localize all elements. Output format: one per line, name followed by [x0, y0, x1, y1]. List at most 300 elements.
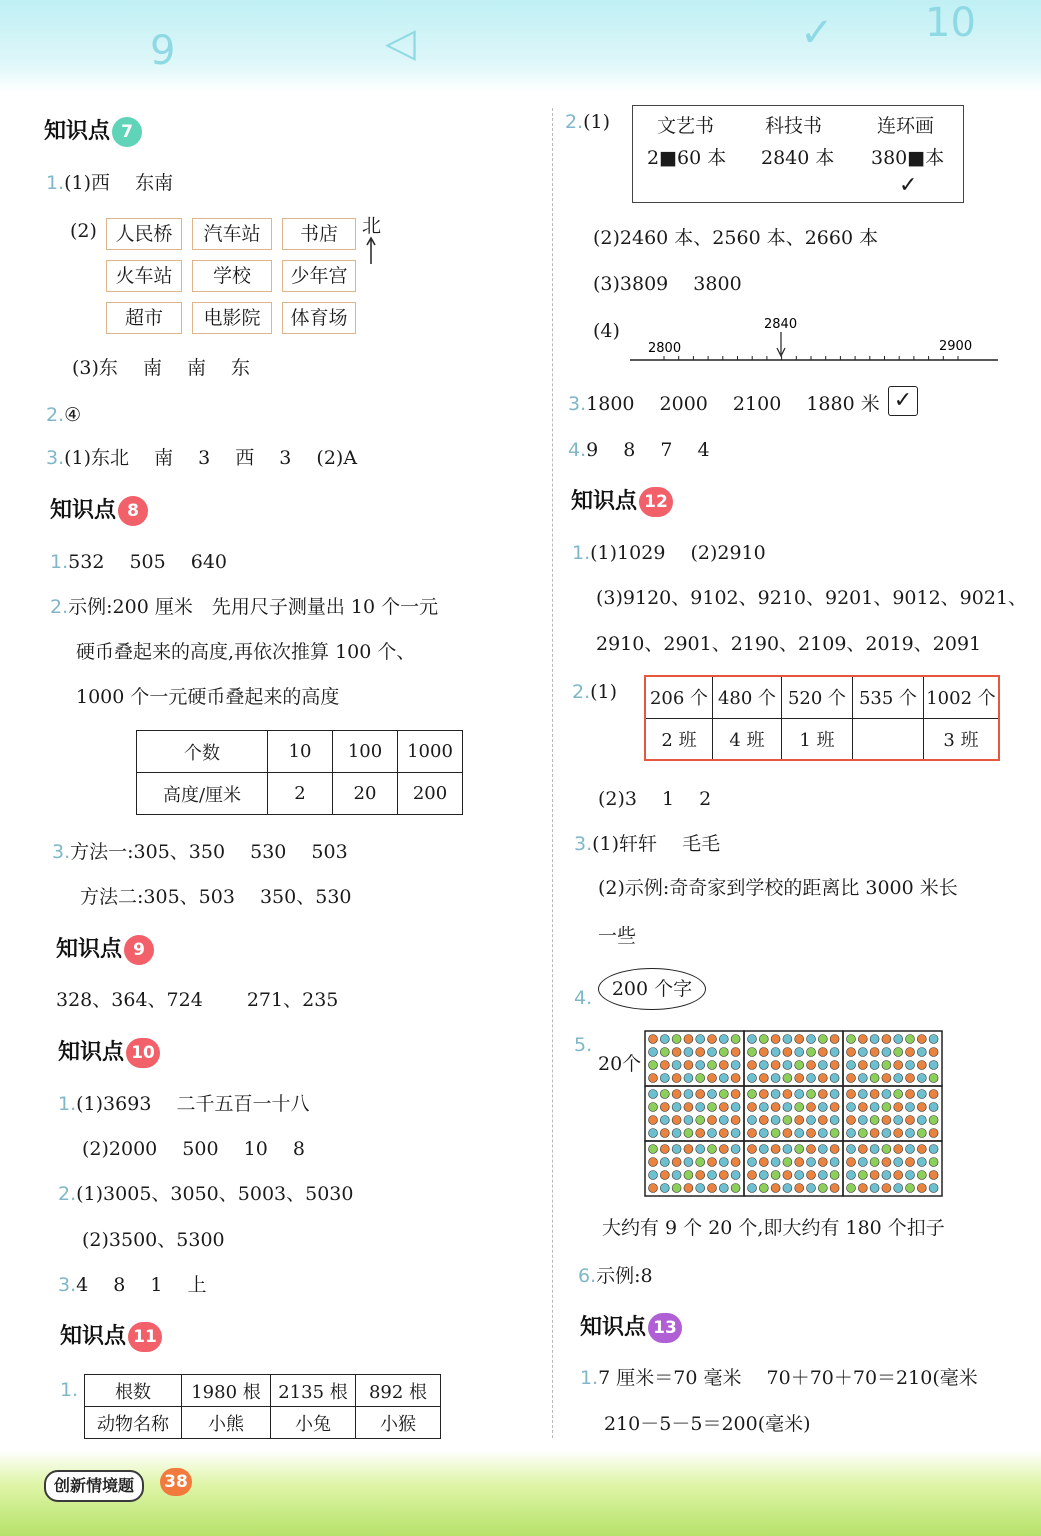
- section-heading-12: 知识点 12: [571, 487, 673, 517]
- header-decoration: [0, 0, 1041, 92]
- button-icon: [719, 1061, 728, 1070]
- button-icon: [870, 1090, 879, 1099]
- button-icon: [649, 1103, 658, 1112]
- table-cell: 小熊: [182, 1407, 271, 1439]
- button-icon: [795, 1061, 804, 1070]
- section-number-badge: 7: [112, 117, 142, 147]
- coin-height-table: [136, 730, 463, 815]
- button-icon: [882, 1074, 891, 1083]
- button-icon: [660, 1035, 669, 1044]
- map-cell: 学校: [192, 260, 272, 292]
- button-icon: [684, 1074, 693, 1083]
- button-icon: [917, 1061, 926, 1070]
- button-icon: [917, 1184, 926, 1193]
- button-icon: [818, 1145, 827, 1154]
- grid-cell: [843, 1141, 942, 1196]
- table-cell: 高度/厘米: [137, 773, 268, 815]
- button-icon: [748, 1074, 757, 1083]
- button-icon: [906, 1074, 915, 1083]
- section-heading-11: 知识点 11: [60, 1322, 162, 1352]
- section-number-badge: 13: [648, 1313, 682, 1343]
- button-icon: [917, 1129, 926, 1138]
- button-icon: [783, 1145, 792, 1154]
- button-icon: [748, 1116, 757, 1125]
- button-icon: [807, 1184, 816, 1193]
- button-icon: [649, 1090, 658, 1099]
- footer-decoration: [0, 1450, 1041, 1536]
- button-icon: [882, 1116, 891, 1125]
- button-icon: [759, 1158, 768, 1167]
- button-icon: [649, 1061, 658, 1070]
- button-icon: [807, 1090, 816, 1099]
- button-icon: [929, 1129, 938, 1138]
- button-icon: [818, 1048, 827, 1057]
- north-label: 北: [362, 215, 382, 237]
- table-cell: 个数: [137, 731, 268, 773]
- k8-q3-line1: 3.方法一:305、350 530 503: [52, 841, 348, 863]
- button-icon: [660, 1184, 669, 1193]
- button-icon: [847, 1090, 856, 1099]
- k10-q1-line1: 1.(1)3693 二千五百一十八: [58, 1093, 310, 1115]
- button-icon: [759, 1184, 768, 1193]
- button-icon: [807, 1103, 816, 1112]
- k13-q1-line2: 210－5－5＝200(毫米): [604, 1413, 811, 1435]
- button-icon: [906, 1145, 915, 1154]
- k12-q3-line3: 一些: [598, 925, 637, 947]
- k7-q3: 3.(1)东北 南 3 西 3 (2)A: [46, 447, 358, 469]
- button-icon: [818, 1035, 827, 1044]
- button-icon: [771, 1103, 780, 1112]
- table-cell: 连环画: [877, 115, 935, 137]
- r-q2-part3: (3)3809 3800: [593, 273, 742, 295]
- button-icon: [759, 1035, 768, 1044]
- button-icon: [731, 1061, 740, 1070]
- button-icon: [783, 1103, 792, 1112]
- button-icon: [830, 1048, 839, 1057]
- button-icon: [906, 1048, 915, 1057]
- button-icon: [870, 1171, 879, 1180]
- grid-cell: [843, 1031, 942, 1086]
- button-icon: [795, 1103, 804, 1112]
- button-icon: [759, 1145, 768, 1154]
- button-icon: [759, 1116, 768, 1125]
- table-cell: 小猴: [356, 1407, 441, 1439]
- button-icon: [708, 1103, 717, 1112]
- button-icon: [858, 1103, 867, 1112]
- button-icon: [684, 1129, 693, 1138]
- button-icon: [731, 1074, 740, 1083]
- button-icon: [771, 1090, 780, 1099]
- button-icon: [870, 1129, 879, 1138]
- table-cell: 1000: [398, 731, 463, 773]
- button-icon: [684, 1061, 693, 1070]
- button-icon: [894, 1048, 903, 1057]
- button-icon: [847, 1035, 856, 1044]
- button-icon: [748, 1103, 757, 1112]
- button-icon: [847, 1074, 856, 1083]
- button-icon: [858, 1061, 867, 1070]
- k8-q2-line3: 1000 个一元硬币叠起来的高度: [76, 686, 340, 708]
- button-icon: [807, 1035, 816, 1044]
- button-icon: [771, 1184, 780, 1193]
- button-icon: [684, 1103, 693, 1112]
- button-icon: [731, 1129, 740, 1138]
- table-cell: 535 个: [853, 676, 924, 718]
- class-table: [644, 675, 1000, 761]
- checkbox-checked-icon: ✓: [888, 386, 918, 416]
- button-icon: [858, 1145, 867, 1154]
- button-icon: [672, 1129, 681, 1138]
- map-cell: 体育场: [282, 302, 356, 334]
- button-icon: [649, 1035, 658, 1044]
- k12-q3-line2: (2)示例:奇奇家到学校的距离比 3000 米长: [598, 877, 958, 899]
- button-icon: [771, 1145, 780, 1154]
- table-cell: 文艺书: [657, 115, 715, 137]
- button-icon: [672, 1184, 681, 1193]
- number-line: [626, 312, 1002, 368]
- button-icon: [795, 1074, 804, 1083]
- button-icon: [870, 1103, 879, 1112]
- button-icon: [708, 1129, 717, 1138]
- table-cell: 4 班: [713, 718, 782, 760]
- button-icon: [830, 1035, 839, 1044]
- button-icon: [649, 1129, 658, 1138]
- table-cell: 2 班: [645, 718, 713, 760]
- button-icon: [719, 1145, 728, 1154]
- k12-q6: 6.示例:8: [578, 1265, 653, 1287]
- button-icon: [830, 1074, 839, 1083]
- button-icon: [917, 1035, 926, 1044]
- button-icon: [719, 1184, 728, 1193]
- button-icon: [847, 1158, 856, 1167]
- button-icon: [858, 1129, 867, 1138]
- button-icon: [917, 1103, 926, 1112]
- button-icon: [830, 1103, 839, 1112]
- button-icon: [870, 1035, 879, 1044]
- button-icon: [807, 1171, 816, 1180]
- button-icon: [906, 1171, 915, 1180]
- k8-q2-line2: 硬币叠起来的高度,再依次推算 100 个、: [76, 641, 416, 663]
- button-icon: [795, 1158, 804, 1167]
- button-icon: [882, 1048, 891, 1057]
- table-cell: 480 个: [713, 676, 782, 718]
- button-icon: [870, 1061, 879, 1070]
- button-icon: [672, 1145, 681, 1154]
- button-icon: [719, 1158, 728, 1167]
- button-icon: [929, 1048, 938, 1057]
- button-icon: [818, 1116, 827, 1125]
- button-icon: [882, 1090, 891, 1099]
- button-icon: [660, 1158, 669, 1167]
- deco-ten-icon: 10: [925, 0, 976, 46]
- button-icon: [830, 1145, 839, 1154]
- button-icon: [830, 1129, 839, 1138]
- button-icon: [783, 1129, 792, 1138]
- button-icon: [696, 1158, 705, 1167]
- k7-q2: 2.④: [46, 404, 82, 426]
- button-icon: [672, 1103, 681, 1112]
- button-icon: [748, 1184, 757, 1193]
- button-icon: [929, 1074, 938, 1083]
- button-icon: [830, 1061, 839, 1070]
- button-icon: [708, 1145, 717, 1154]
- button-icon: [660, 1061, 669, 1070]
- button-icon: [731, 1158, 740, 1167]
- button-icon: [684, 1145, 693, 1154]
- number-line-mark-label: 2840: [764, 317, 798, 332]
- button-icon: [929, 1090, 938, 1099]
- button-icon: [917, 1145, 926, 1154]
- button-icon: [660, 1103, 669, 1112]
- button-icon: [649, 1116, 658, 1125]
- button-icon: [684, 1090, 693, 1099]
- button-icon: [696, 1103, 705, 1112]
- button-icon: [870, 1074, 879, 1083]
- button-icon: [929, 1061, 938, 1070]
- button-icon: [858, 1035, 867, 1044]
- button-icon: [719, 1116, 728, 1125]
- table-cell: 380■本: [871, 147, 945, 169]
- k12-q1-line3: 2910、2901、2190、2109、2019、2091: [596, 633, 982, 655]
- button-icon: [917, 1171, 926, 1180]
- grid-cell: [645, 1031, 744, 1086]
- button-icon: [660, 1171, 669, 1180]
- button-icon: [771, 1048, 780, 1057]
- button-icon: [830, 1116, 839, 1125]
- button-icon: [847, 1103, 856, 1112]
- button-icon: [660, 1074, 669, 1083]
- button-icon: [783, 1048, 792, 1057]
- button-icon: [719, 1103, 728, 1112]
- button-icon: [759, 1074, 768, 1083]
- section-number-badge: 8: [118, 496, 148, 526]
- r-q2-label: 2.(1): [565, 111, 611, 133]
- button-icon: [894, 1184, 903, 1193]
- button-icon: [696, 1090, 705, 1099]
- k12-q1-line1: 1.(1)1029 (2)2910: [572, 542, 766, 564]
- button-icon: [719, 1090, 728, 1099]
- button-icon: [906, 1158, 915, 1167]
- k7-q1-part3: (3)东 南 南 东: [72, 357, 251, 379]
- brand-label: 创新情境题: [44, 1470, 144, 1502]
- table-cell: 2840 本: [761, 147, 835, 169]
- number-line-end-label: 2900: [939, 339, 973, 354]
- button-icon: [684, 1184, 693, 1193]
- button-icon: [708, 1116, 717, 1125]
- button-icon: [708, 1074, 717, 1083]
- button-icon: [894, 1116, 903, 1125]
- map-cell: 超市: [106, 302, 182, 334]
- k10-q2-line1: 2.(1)3005、3050、5003、5030: [58, 1183, 354, 1205]
- button-icon: [649, 1074, 658, 1083]
- button-icon: [708, 1158, 717, 1167]
- button-icon: [818, 1129, 827, 1138]
- button-icon: [858, 1158, 867, 1167]
- button-icon: [830, 1171, 839, 1180]
- button-icon: [929, 1184, 938, 1193]
- map-cell: 少年宫: [282, 260, 356, 292]
- k9-answer: 328、364、724 271、235: [56, 989, 339, 1011]
- button-icon: [882, 1158, 891, 1167]
- k12-q4-circled-answer: 200 个字: [598, 968, 706, 1010]
- button-icon: [660, 1129, 669, 1138]
- button-icon: [807, 1048, 816, 1057]
- button-icon: [870, 1145, 879, 1154]
- button-icon: [759, 1048, 768, 1057]
- k7-q1-part2-label: (2): [70, 220, 97, 242]
- section-heading-8: 知识点 8: [50, 496, 148, 526]
- map-cell: 人民桥: [106, 218, 182, 250]
- map-cell: 汽车站: [192, 218, 272, 250]
- button-icon: [759, 1090, 768, 1099]
- button-icon: [708, 1184, 717, 1193]
- button-icon: [882, 1035, 891, 1044]
- button-icon: [858, 1074, 867, 1083]
- table-cell: 892 根: [356, 1375, 441, 1407]
- table-cell: 520 个: [782, 676, 853, 718]
- button-icon: [783, 1061, 792, 1070]
- check-icon: ✓: [899, 173, 918, 198]
- button-icon: [795, 1129, 804, 1138]
- button-icon: [649, 1171, 658, 1180]
- button-icon: [748, 1035, 757, 1044]
- button-icon: [795, 1145, 804, 1154]
- button-icon: [684, 1116, 693, 1125]
- button-icon: [696, 1145, 705, 1154]
- button-icon: [847, 1145, 856, 1154]
- buttons-grid-illustration: [644, 1030, 944, 1198]
- button-icon: [847, 1048, 856, 1057]
- k8-q2-line1: 2.示例:200 厘米 先用尺子测量出 10 个一元: [50, 596, 439, 618]
- button-icon: [783, 1090, 792, 1099]
- button-icon: [696, 1116, 705, 1125]
- deco-digit-icon: 9: [150, 28, 176, 74]
- button-icon: [719, 1035, 728, 1044]
- button-icon: [672, 1116, 681, 1125]
- button-icon: [731, 1103, 740, 1112]
- button-icon: [748, 1048, 757, 1057]
- table-cell: 206 个: [645, 676, 713, 718]
- grid-cell: [645, 1086, 744, 1141]
- button-icon: [882, 1171, 891, 1180]
- deco-check-icon: ✓: [800, 10, 834, 56]
- k12-q2-part2: (2)3 1 2: [598, 788, 712, 810]
- section-heading-10: 知识点 10: [58, 1038, 160, 1068]
- button-icon: [731, 1116, 740, 1125]
- button-icon: [870, 1158, 879, 1167]
- button-icon: [783, 1184, 792, 1193]
- r-q2-part2: (2)2460 本、2560 本、2660 本: [593, 227, 879, 249]
- button-icon: [771, 1158, 780, 1167]
- table-cell: 200: [398, 773, 463, 815]
- button-icon: [917, 1116, 926, 1125]
- button-icon: [672, 1158, 681, 1167]
- button-icon: [748, 1158, 757, 1167]
- table-cell: 2■60 本: [647, 147, 727, 169]
- button-icon: [783, 1116, 792, 1125]
- button-icon: [649, 1158, 658, 1167]
- button-icon: [731, 1048, 740, 1057]
- button-icon: [696, 1129, 705, 1138]
- section-number-badge: 11: [128, 1322, 162, 1352]
- button-icon: [708, 1048, 717, 1057]
- button-icon: [807, 1158, 816, 1167]
- button-icon: [771, 1171, 780, 1180]
- table-cell: 1 班: [782, 718, 853, 760]
- button-icon: [894, 1061, 903, 1070]
- table-cell: 动物名称: [85, 1407, 182, 1439]
- k12-q3-line1: 3.(1)轩轩 毛毛: [574, 833, 721, 855]
- button-icon: [759, 1103, 768, 1112]
- button-icon: [882, 1061, 891, 1070]
- table-cell: 根数: [85, 1375, 182, 1407]
- button-icon: [759, 1129, 768, 1138]
- column-divider: [552, 108, 553, 1438]
- button-icon: [830, 1184, 839, 1193]
- button-icon: [894, 1074, 903, 1083]
- button-icon: [684, 1171, 693, 1180]
- button-icon: [917, 1074, 926, 1083]
- button-icon: [748, 1061, 757, 1070]
- button-icon: [696, 1184, 705, 1193]
- button-icon: [759, 1061, 768, 1070]
- button-icon: [696, 1061, 705, 1070]
- button-icon: [870, 1116, 879, 1125]
- button-icon: [882, 1129, 891, 1138]
- button-icon: [906, 1061, 915, 1070]
- number-line-start-label: 2800: [648, 341, 682, 356]
- button-icon: [748, 1090, 757, 1099]
- button-icon: [696, 1048, 705, 1057]
- r-q4: 4.9 8 7 4: [568, 439, 710, 461]
- section-number-badge: 9: [124, 935, 154, 965]
- button-icon: [783, 1035, 792, 1044]
- button-icon: [917, 1158, 926, 1167]
- k10-q1-line2: (2)2000 500 10 8: [82, 1138, 305, 1160]
- button-icon: [672, 1171, 681, 1180]
- button-icon: [708, 1171, 717, 1180]
- button-icon: [731, 1035, 740, 1044]
- button-icon: [818, 1090, 827, 1099]
- button-icon: [748, 1129, 757, 1138]
- k10-q2-line2: (2)3500、5300: [82, 1229, 225, 1251]
- map-cell: 电影院: [192, 302, 272, 334]
- table-cell: 1002 个: [924, 676, 1000, 718]
- animal-table: [84, 1374, 441, 1439]
- k12-q2-label: 2.(1): [572, 681, 618, 703]
- button-icon: [858, 1048, 867, 1057]
- button-icon: [917, 1090, 926, 1099]
- button-icon: [660, 1116, 669, 1125]
- grid-cell: [744, 1086, 843, 1141]
- table-cell: [853, 718, 924, 760]
- button-icon: [906, 1090, 915, 1099]
- button-icon: [708, 1090, 717, 1099]
- button-icon: [795, 1035, 804, 1044]
- button-icon: [672, 1090, 681, 1099]
- button-icon: [719, 1074, 728, 1083]
- section-number-badge: 10: [126, 1038, 160, 1068]
- section-heading-13: 知识点 13: [580, 1313, 682, 1343]
- button-icon: [929, 1145, 938, 1154]
- button-icon: [660, 1090, 669, 1099]
- button-icon: [929, 1035, 938, 1044]
- button-icon: [929, 1171, 938, 1180]
- button-icon: [807, 1074, 816, 1083]
- page-number: 38: [160, 1468, 192, 1496]
- button-icon: [807, 1129, 816, 1138]
- north-arrow-icon: [364, 236, 378, 266]
